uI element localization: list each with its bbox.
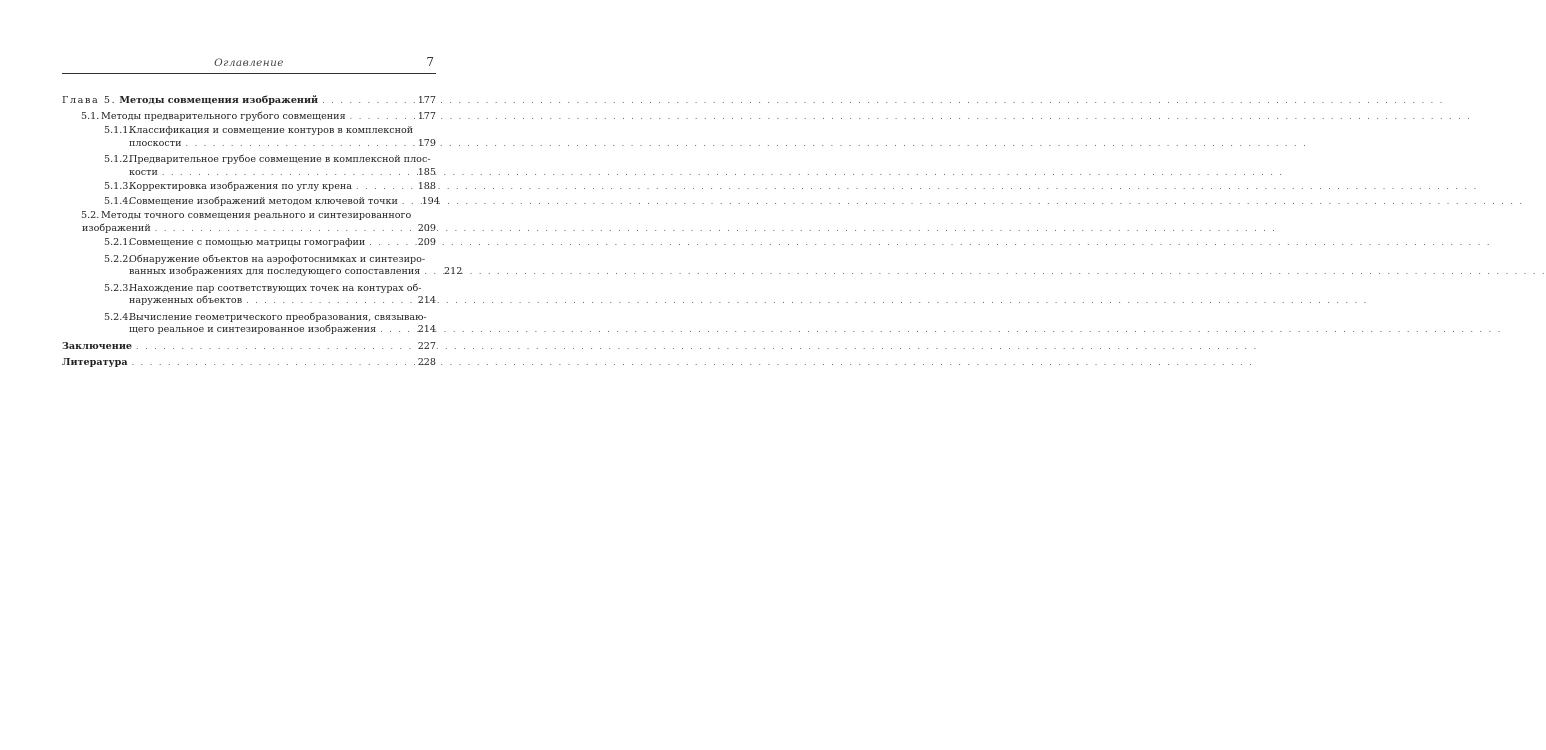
- dot-leader: [155, 223, 408, 236]
- section-page: 214: [417, 295, 436, 306]
- dot-leader: [186, 138, 409, 151]
- book-page: [0, 0, 500, 750]
- dot-leader: [356, 181, 408, 194]
- section-page: 179: [417, 137, 436, 149]
- toc-entry-5-2-3[interactable]: [62, 283, 436, 308]
- section-page: 177: [417, 110, 436, 122]
- section-title-line1: Методы точного совмещения реального и синтезированного: [101, 210, 412, 221]
- dot-leader: [402, 196, 412, 209]
- section-title-line2: плоскости: [129, 137, 182, 149]
- table-of-contents: [62, 95, 463, 370]
- section-number: 5.1.1.: [104, 125, 132, 136]
- section-page: 188: [417, 181, 436, 192]
- header-title: Оглавление: [214, 57, 284, 69]
- conclusion-page: 227: [417, 340, 436, 352]
- section-number: 5.2.: [81, 210, 100, 221]
- dot-leader: [424, 266, 434, 279]
- dot-leader: [246, 295, 408, 308]
- section-title-line1: Классификация и совмещение контуров в комплексной: [129, 125, 414, 136]
- section-title-line2: изображений: [82, 222, 151, 234]
- dot-leader: [132, 357, 408, 370]
- section-page: 212: [444, 266, 463, 277]
- section-number: 5.1.: [81, 110, 100, 122]
- running-header: [62, 56, 436, 74]
- section-title: Совмещение изображений методом ключевой точки: [129, 195, 398, 207]
- dot-leader: [380, 324, 408, 337]
- toc-entry-5-1-3[interactable]: [62, 181, 436, 194]
- section-number: 5.2.1.: [104, 237, 132, 248]
- toc-entry-literature[interactable]: [62, 357, 436, 370]
- toc-entry-5-1[interactable]: [62, 111, 436, 124]
- section-page: 194: [421, 195, 440, 207]
- section-title-line2: щего реальное и синтезированное изображения: [129, 324, 377, 335]
- section-page: 209: [417, 222, 436, 234]
- toc-entry-5-1-2[interactable]: [62, 154, 436, 179]
- section-number: 5.2.4.: [104, 311, 132, 323]
- section-title-line1: Вычисление геометрического преобразования, связываю-: [129, 311, 427, 323]
- chapter-page: 177: [417, 95, 436, 106]
- toc-entry-chapter-5[interactable]: [62, 95, 436, 108]
- section-title-line1: Предварительное грубое совмещение в комплексной плос-: [129, 154, 431, 165]
- section-number: 5.2.3.: [104, 282, 132, 294]
- dot-leader: [136, 341, 408, 354]
- section-number: 5.2.2.: [104, 253, 132, 265]
- section-page: 209: [417, 237, 436, 248]
- section-title: Корректировка изображения по углу крена: [129, 181, 352, 192]
- section-title-line2: наруженных объектов: [129, 295, 243, 306]
- section-title: Методы предварительного грубого совмещения: [101, 110, 346, 122]
- toc-entry-5-1-4[interactable]: [62, 195, 440, 209]
- section-title-line1: Обнаружение объектов на аэрофотоснимках и синтезиро-: [129, 253, 426, 265]
- section-number: 5.1.4.: [104, 195, 132, 207]
- section-page: 214: [417, 324, 436, 335]
- dot-leader: [369, 237, 408, 250]
- toc-entry-5-2-2[interactable]: [62, 253, 463, 279]
- chapter-title: Методы совмещения изображений: [119, 95, 319, 106]
- toc-entry-conclusion[interactable]: [62, 341, 436, 354]
- conclusion-title: Заключение: [62, 340, 133, 352]
- section-number: 5.1.2.: [104, 154, 132, 165]
- page-number: 7: [426, 55, 434, 69]
- dot-leader: [350, 111, 408, 124]
- section-title: Совмещение с помощью матрицы гомографии: [129, 237, 366, 248]
- section-title-line1: Нахождение пар соответствующих точек на контурах об-: [129, 282, 422, 294]
- literature-page: 228: [417, 357, 436, 368]
- section-page: 185: [417, 166, 436, 178]
- toc-entry-5-2-1[interactable]: [62, 237, 436, 250]
- section-number: 5.1.3.: [104, 181, 132, 192]
- section-title-line2: ванных изображениях для последующего сопоставления: [129, 266, 421, 277]
- toc-entry-5-1-1[interactable]: [62, 125, 436, 150]
- chapter-label: Глава 5.: [62, 95, 117, 106]
- toc-entry-5-2-4[interactable]: [62, 312, 436, 337]
- literature-title: Литература: [62, 357, 128, 368]
- dot-leader: [322, 95, 408, 108]
- section-title-line2: кости: [129, 166, 158, 178]
- toc-entry-5-2[interactable]: [62, 210, 436, 235]
- dot-leader: [162, 167, 408, 180]
